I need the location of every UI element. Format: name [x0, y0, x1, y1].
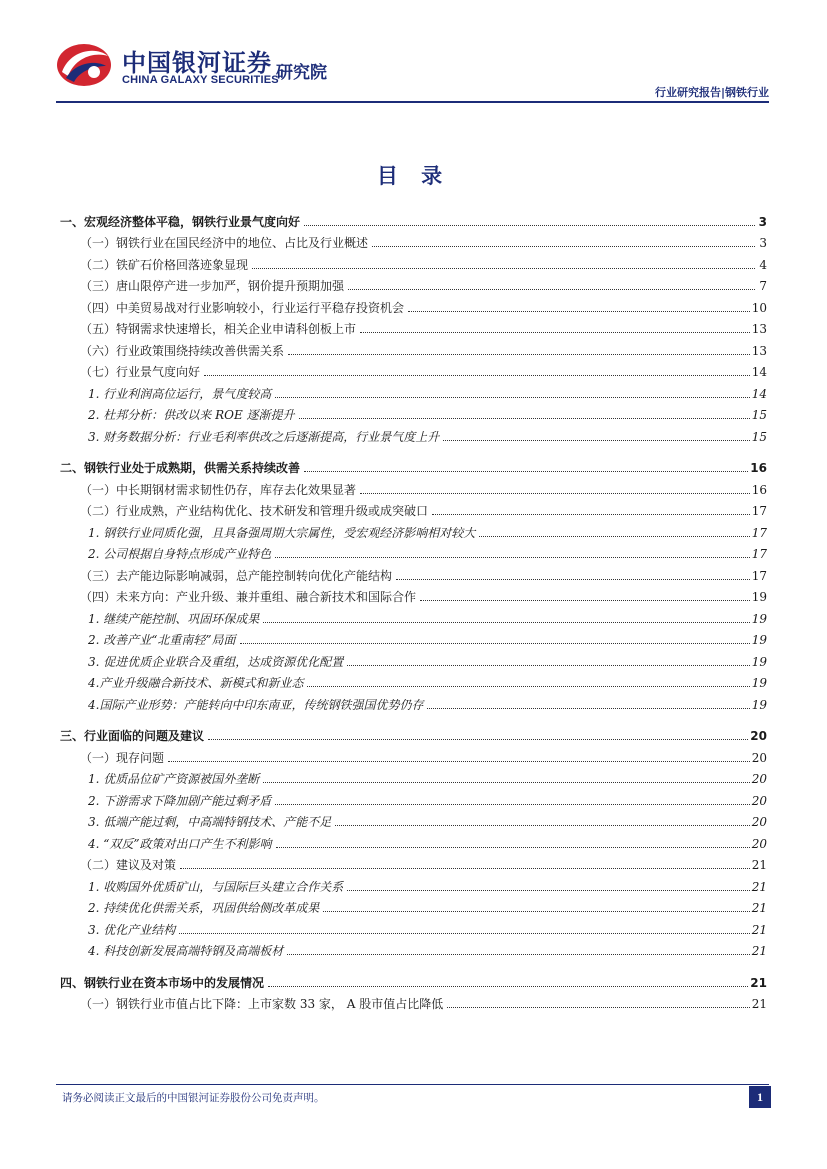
toc-page-number: 3	[759, 236, 767, 250]
table-of-contents	[60, 208, 767, 1012]
toc-entry-title: （一）中长期钢材需求韧性仍存，库存去化效果显著	[80, 482, 357, 497]
toc-entry-title: （一）钢铁行业市值占比下降：上市家数 33 家， A 股市值占比降低	[80, 997, 444, 1011]
toc-page-number: 16	[750, 461, 767, 475]
toc-page-number: 17	[751, 547, 767, 561]
toc-dot-leader	[304, 225, 755, 226]
toc-entry-title: 1. 钢铁行业同质化强，且具备强周期大宗属性，受宏观经济影响相对较大	[88, 525, 476, 540]
toc-dot-leader	[263, 782, 749, 783]
toc-page-number: 15	[751, 429, 767, 444]
toc-section-entry[interactable]	[60, 316, 767, 338]
toc-subsection-entry[interactable]	[60, 787, 767, 809]
toc-entry-title: （五）特钢需求快速增长，相关企业申请科创板上市	[80, 322, 357, 336]
header-divider	[56, 101, 769, 103]
toc-subsection-entry[interactable]	[60, 423, 767, 445]
toc-chapter-entry[interactable]	[60, 208, 767, 230]
toc-entry-title: 1. 行业利润高位运行，景气度较高	[88, 386, 272, 401]
toc-dot-leader	[204, 375, 750, 376]
toc-entry-title: 3. 低端产能过剩，中高端特钢技术、产能不足	[88, 815, 332, 829]
toc-page-number: 4	[759, 257, 767, 272]
toc-subsection-entry[interactable]	[60, 541, 767, 563]
toc-page-number: 21	[751, 858, 767, 872]
section-gap	[60, 713, 767, 723]
toc-dot-leader	[432, 514, 750, 515]
toc-dot-leader	[179, 933, 749, 934]
section-gap	[60, 445, 767, 455]
toc-entry-title: 1. 优质品位矿产资源被国外垄断	[88, 772, 260, 786]
toc-entry-title: 四、钢铁行业在资本市场中的发展情况	[60, 975, 265, 990]
toc-page-number: 13	[751, 343, 767, 358]
toc-dot-leader	[360, 332, 750, 333]
toc-section-entry[interactable]	[60, 562, 767, 584]
toc-page-number: 21	[750, 975, 767, 990]
toc-page-number: 3	[758, 214, 767, 229]
toc-entry-title: 2. 改善产业“北重南轻”局面	[88, 633, 236, 647]
toc-section-entry[interactable]	[60, 584, 767, 606]
toc-title: 目 录	[376, 164, 451, 188]
report-type-label: 行业研究报告|钢铁行业	[654, 86, 769, 99]
toc-dot-leader	[275, 557, 749, 558]
toc-page-number: 19	[751, 676, 767, 690]
toc-dot-leader	[275, 804, 749, 805]
toc-page-number: 21	[751, 901, 767, 915]
toc-page-number: 20	[751, 793, 767, 808]
footer-disclaimer: 请务必阅读正文最后的中国银河证券股份公司免责声明。	[62, 1092, 325, 1104]
toc-subsection-entry[interactable]	[60, 380, 767, 402]
toc-dot-leader	[396, 579, 750, 580]
toc-entry-title: 1. 继续产能控制、巩固环保成果	[88, 611, 260, 626]
toc-page-number: 21	[751, 944, 767, 958]
toc-page-number: 20	[751, 836, 767, 851]
toc-page-number: 17	[751, 525, 767, 540]
toc-subsection-entry[interactable]	[60, 605, 767, 627]
toc-section-entry[interactable]	[60, 852, 767, 874]
toc-page-number: 19	[751, 654, 767, 669]
toc-section-entry[interactable]	[60, 337, 767, 359]
toc-entry-title: （一）现存问题	[80, 750, 165, 765]
toc-page-number: 19	[751, 611, 767, 626]
brand-name-cn: 中国银河证券	[122, 49, 272, 77]
toc-section-entry[interactable]	[60, 294, 767, 316]
toc-section-entry[interactable]	[60, 273, 767, 295]
toc-dot-leader	[299, 418, 750, 419]
page-header	[0, 0, 827, 104]
toc-dot-leader	[168, 761, 750, 762]
toc-page-number: 20	[751, 772, 767, 786]
toc-dot-leader	[420, 600, 750, 601]
galaxy-logo-icon	[56, 42, 112, 88]
toc-dot-leader	[287, 954, 749, 955]
toc-entry-title: 2. 杜邦分析：供改以来 ROE 逐渐提升	[88, 408, 295, 422]
toc-subsection-entry[interactable]	[60, 873, 767, 895]
toc-subsection-entry[interactable]	[60, 916, 767, 938]
toc-dot-leader	[408, 311, 750, 312]
toc-subsection-entry[interactable]	[60, 895, 767, 917]
toc-dot-leader	[304, 471, 748, 472]
toc-page-number: 20	[751, 750, 767, 765]
toc-subsection-entry[interactable]	[60, 691, 767, 713]
toc-entry-title: 3. 财务数据分析：行业毛利率供改之后逐渐提高，行业景气度上升	[88, 429, 440, 444]
toc-section-entry[interactable]	[60, 476, 767, 498]
toc-dot-leader	[268, 986, 748, 987]
toc-page-number: 14	[751, 386, 767, 401]
toc-dot-leader	[348, 289, 755, 290]
toc-page-number: 20	[751, 815, 767, 829]
toc-entry-title: （四）中美贸易战对行业影响较小，行业运行平稳存投资机会	[80, 300, 405, 315]
section-gap	[60, 959, 767, 969]
page-number-badge: 1	[749, 1086, 771, 1108]
toc-page-number: 15	[751, 408, 767, 422]
toc-chapter-entry[interactable]	[60, 455, 767, 477]
toc-chapter-entry[interactable]	[60, 723, 767, 745]
toc-subsection-entry[interactable]	[60, 766, 767, 788]
footer-divider	[56, 1084, 769, 1085]
toc-page-number: 17	[751, 504, 767, 518]
toc-entry-title: （四）未来方向：产业升级、兼并重组、融合新技术和国际合作	[80, 590, 417, 604]
toc-subsection-entry[interactable]	[60, 670, 767, 692]
toc-entry-title: 2. 下游需求下降加剧产能过剩矛盾	[88, 793, 272, 808]
toc-subsection-entry[interactable]	[60, 809, 767, 831]
toc-subsection-entry[interactable]	[60, 648, 767, 670]
toc-dot-leader	[323, 911, 749, 912]
toc-dot-leader	[427, 708, 749, 709]
toc-entry-title: 三、行业面临的问题及建议	[60, 729, 205, 743]
toc-entry-title: （三）去产能边际影响减弱，总产能控制转向优化产能结构	[80, 568, 393, 583]
toc-subsection-entry[interactable]	[60, 402, 767, 424]
toc-entry-title: 4.产业升级融合新技术、新模式和新业态	[88, 676, 304, 690]
toc-entry-title: （二）铁矿石价格回落迹象显现	[80, 257, 249, 272]
toc-page-number: 16	[751, 482, 767, 497]
toc-page-number: 21	[751, 997, 767, 1011]
toc-section-entry[interactable]	[60, 230, 767, 252]
toc-entry-title: 3. 优化产业结构	[88, 922, 176, 937]
toc-dot-leader	[276, 847, 750, 848]
toc-entry-title: 二、钢铁行业处于成熟期，供需关系持续改善	[60, 461, 301, 475]
toc-dot-leader	[335, 825, 749, 826]
toc-entry-title: 2. 持续优化供需关系，巩固供给侧改革成果	[88, 901, 320, 915]
toc-section-entry[interactable]	[60, 991, 767, 1013]
toc-dot-leader	[347, 665, 749, 666]
toc-page-number: 19	[751, 697, 767, 712]
toc-page-number: 21	[751, 879, 767, 894]
toc-entry-title: 2. 公司根据自身特点形成产业特色	[88, 547, 272, 561]
toc-dot-leader	[479, 536, 749, 537]
toc-section-entry[interactable]	[60, 498, 767, 520]
toc-dot-leader	[347, 890, 749, 891]
toc-section-entry[interactable]	[60, 744, 767, 766]
toc-entry-title: 一、宏观经济整体平稳，钢铁行业景气度向好	[60, 214, 301, 229]
toc-dot-leader	[180, 868, 750, 869]
toc-page-number: 17	[751, 568, 767, 583]
toc-entry-title: （三）唐山限停产进一步加严，钢价提升预期加强	[80, 279, 345, 293]
toc-entry-title: （二）建议及对策	[80, 858, 177, 872]
toc-chapter-entry[interactable]	[60, 969, 767, 991]
toc-entry-title: 4. “双反”政策对出口产生不利影响	[88, 836, 272, 851]
toc-page-number: 13	[751, 322, 767, 336]
toc-page-number: 14	[751, 365, 767, 379]
toc-dot-leader	[360, 493, 750, 494]
toc-page-number: 19	[751, 590, 767, 604]
toc-dot-leader	[240, 643, 750, 644]
toc-dot-leader	[307, 686, 749, 687]
toc-subsection-entry[interactable]	[60, 519, 767, 541]
toc-page-number: 19	[751, 633, 767, 647]
brand-name-en: CHINA GALAXY SECURITIES	[122, 74, 279, 86]
toc-entry-title: 4. 科技创新发展高端特钢及高端板材	[88, 944, 284, 958]
toc-entry-title: （六）行业政策围绕持续改善供需关系	[80, 343, 285, 358]
toc-page-number: 21	[751, 922, 767, 937]
toc-dot-leader	[372, 246, 755, 247]
toc-dot-leader	[275, 397, 749, 398]
toc-page-number: 10	[751, 300, 767, 315]
toc-dot-leader	[288, 354, 750, 355]
toc-entry-title: （七）行业景气度向好	[80, 365, 201, 379]
toc-section-entry[interactable]	[60, 359, 767, 381]
toc-entry-title: （一）钢铁行业在国民经济中的地位、占比及行业概述	[80, 236, 369, 250]
toc-page-number: 7	[759, 279, 767, 293]
toc-dot-leader	[263, 622, 749, 623]
toc-subsection-entry[interactable]	[60, 938, 767, 960]
toc-page-number: 20	[750, 729, 767, 743]
toc-subsection-entry[interactable]	[60, 830, 767, 852]
toc-dot-leader	[443, 440, 749, 441]
toc-dot-leader	[447, 1007, 750, 1008]
toc-dot-leader	[252, 268, 755, 269]
toc-entry-title: （二）行业成熟，产业结构优化、技术研发和管理升级或成突破口	[80, 504, 429, 518]
toc-subsection-entry[interactable]	[60, 627, 767, 649]
toc-entry-title: 4.国际产业形势：产能转向中印东南亚，传统钢铁强国优势仍存	[88, 697, 424, 712]
institute-label: 研究院	[276, 63, 327, 83]
toc-entry-title: 1. 收购国外优质矿山，与国际巨头建立合作关系	[88, 879, 344, 894]
toc-dot-leader	[208, 739, 748, 740]
toc-section-entry[interactable]	[60, 251, 767, 273]
toc-entry-title: 3. 促进优质企业联合及重组，达成资源优化配置	[88, 654, 344, 669]
